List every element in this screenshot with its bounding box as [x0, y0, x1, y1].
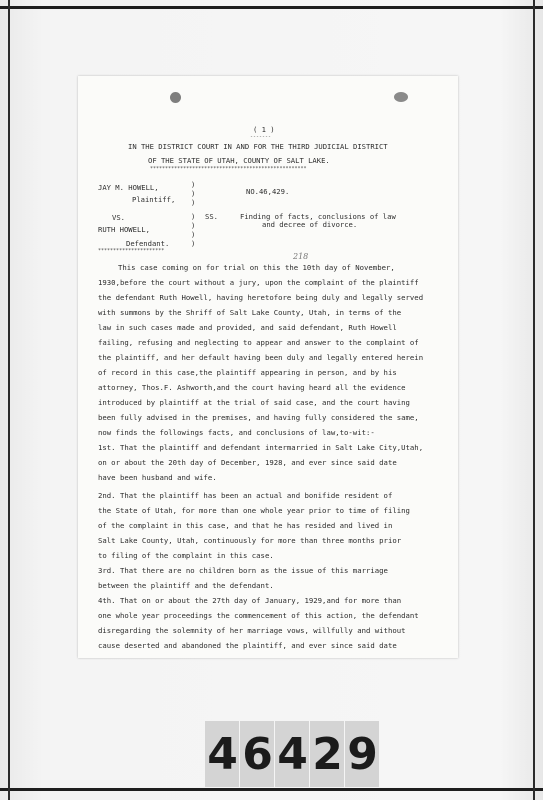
- stamp-digit: 6: [240, 721, 274, 787]
- defendant-name: RUTH HOWELL,: [98, 225, 150, 234]
- body-line: the State of Utah, for more than one whole year prior to time of filing: [98, 506, 410, 515]
- case-title-line-1: Finding of facts, conclusions of law: [240, 212, 396, 221]
- body-line: This case coming on for trial on this the 10th day of November,: [118, 263, 395, 272]
- body-line: now finds the followings facts, and conclusions of law,to-wit:-: [98, 428, 375, 437]
- case-number: NO.46,429.: [246, 187, 290, 196]
- stamp-digit: 4: [275, 721, 309, 787]
- heading-stars: ****************************************************: [150, 166, 307, 172]
- body-line: failing, refusing and neglecting to appear and answer to the complaint of: [98, 338, 419, 347]
- versus-label: VS.: [112, 213, 125, 222]
- body-line: with summons by the Shriff of Salt Lake County, Utah, in terms of the: [98, 308, 402, 317]
- body-line: Salt Lake County, Utah, continuously for more than three months prior: [98, 536, 402, 545]
- page-number-underline: -------: [250, 134, 272, 140]
- plaintiff-label: Plaintiff,: [132, 195, 176, 204]
- body-line: law in such cases made and provided, and said defendant, Ruth Howell: [98, 323, 397, 332]
- caption-stars: **********************: [98, 248, 165, 254]
- punch-hole-left: [170, 92, 181, 103]
- body-line: to filing of the complaint in this case.: [98, 551, 274, 560]
- stamp-digit: 4: [205, 721, 239, 787]
- caption-bracket: ): [191, 180, 196, 189]
- body-line: the plaintiff, and her default having been duly and legally entered herein: [98, 353, 424, 362]
- handwritten-note: 218: [293, 252, 309, 261]
- body-line: the defendant Ruth Howell, having heretofore being duly and legally served: [98, 293, 424, 302]
- punch-hole-right: [394, 92, 408, 102]
- court-heading-line-2: OF THE STATE OF UTAH, COUNTY OF SALT LAKE.: [148, 156, 330, 165]
- defendant-label: Defendant.: [126, 239, 170, 248]
- film-edge-bottom: [0, 788, 543, 791]
- body-line: introduced by plaintiff at the trial of said case, and the court having: [98, 398, 410, 407]
- caption-bracket: ): [191, 212, 196, 221]
- plaintiff-name: JAY M. HOWELL,: [98, 183, 159, 192]
- page-number: ( 1 ): [253, 125, 275, 134]
- caption-bracket: ): [191, 189, 196, 198]
- case-title-line-2: and decree of divorce.: [262, 220, 358, 229]
- body-line: 1st. That the plaintiff and defendant intermarried in Salt Lake City,Utah,: [98, 443, 424, 452]
- body-line: been fully advised in the premises, and having fully considered the same,: [98, 413, 419, 422]
- body-line: 3rd. That there are no children born as the issue of this marriage: [98, 566, 388, 575]
- caption-bracket: ): [191, 221, 196, 230]
- body-line: cause deserted and abandoned the plaintiff, and ever since said date: [98, 641, 397, 650]
- caption-bracket: ): [191, 198, 196, 207]
- body-line: 4th. That on or about the 27th day of January, 1929,and for more than: [98, 596, 402, 605]
- body-line: on or about the 20th day of December, 1928, and ever since said date: [98, 458, 397, 467]
- stamp-digit: 9: [345, 721, 379, 787]
- archive-stamp-number: [205, 721, 380, 787]
- caption-bracket: ): [191, 239, 196, 248]
- film-edge-left: [8, 0, 10, 800]
- body-line: 1930,before the court without a jury, upon the complaint of the plaintiff: [98, 278, 419, 287]
- stamp-digit: 2: [310, 721, 344, 787]
- caption-bracket: ): [191, 230, 196, 239]
- body-line: of the complaint in this case, and that he has resided and lived in: [98, 521, 393, 530]
- body-line: attorney, Thos.F. Ashworth,and the court having heard all the evidence: [98, 383, 406, 392]
- body-line: have been husband and wife.: [98, 473, 217, 482]
- body-line: disregarding the solemnity of her marriage vows, willfully and without: [98, 626, 406, 635]
- film-edge-right: [533, 0, 535, 800]
- ss-label: SS.: [205, 212, 218, 221]
- body-line: one whole year proceedings the commencement of this action, the defendant: [98, 611, 419, 620]
- film-edge-top: [0, 6, 543, 9]
- body-line: 2nd. That the plaintiff has been an actual and bonifide resident of: [98, 491, 393, 500]
- body-line: of record in this case,the plaintiff appearing in person, and by his: [98, 368, 397, 377]
- court-heading-line-1: IN THE DISTRICT COURT IN AND FOR THE THIRD JUDICIAL DISTRICT: [128, 142, 388, 151]
- body-line: between the plaintiff and the defendant.: [98, 581, 274, 590]
